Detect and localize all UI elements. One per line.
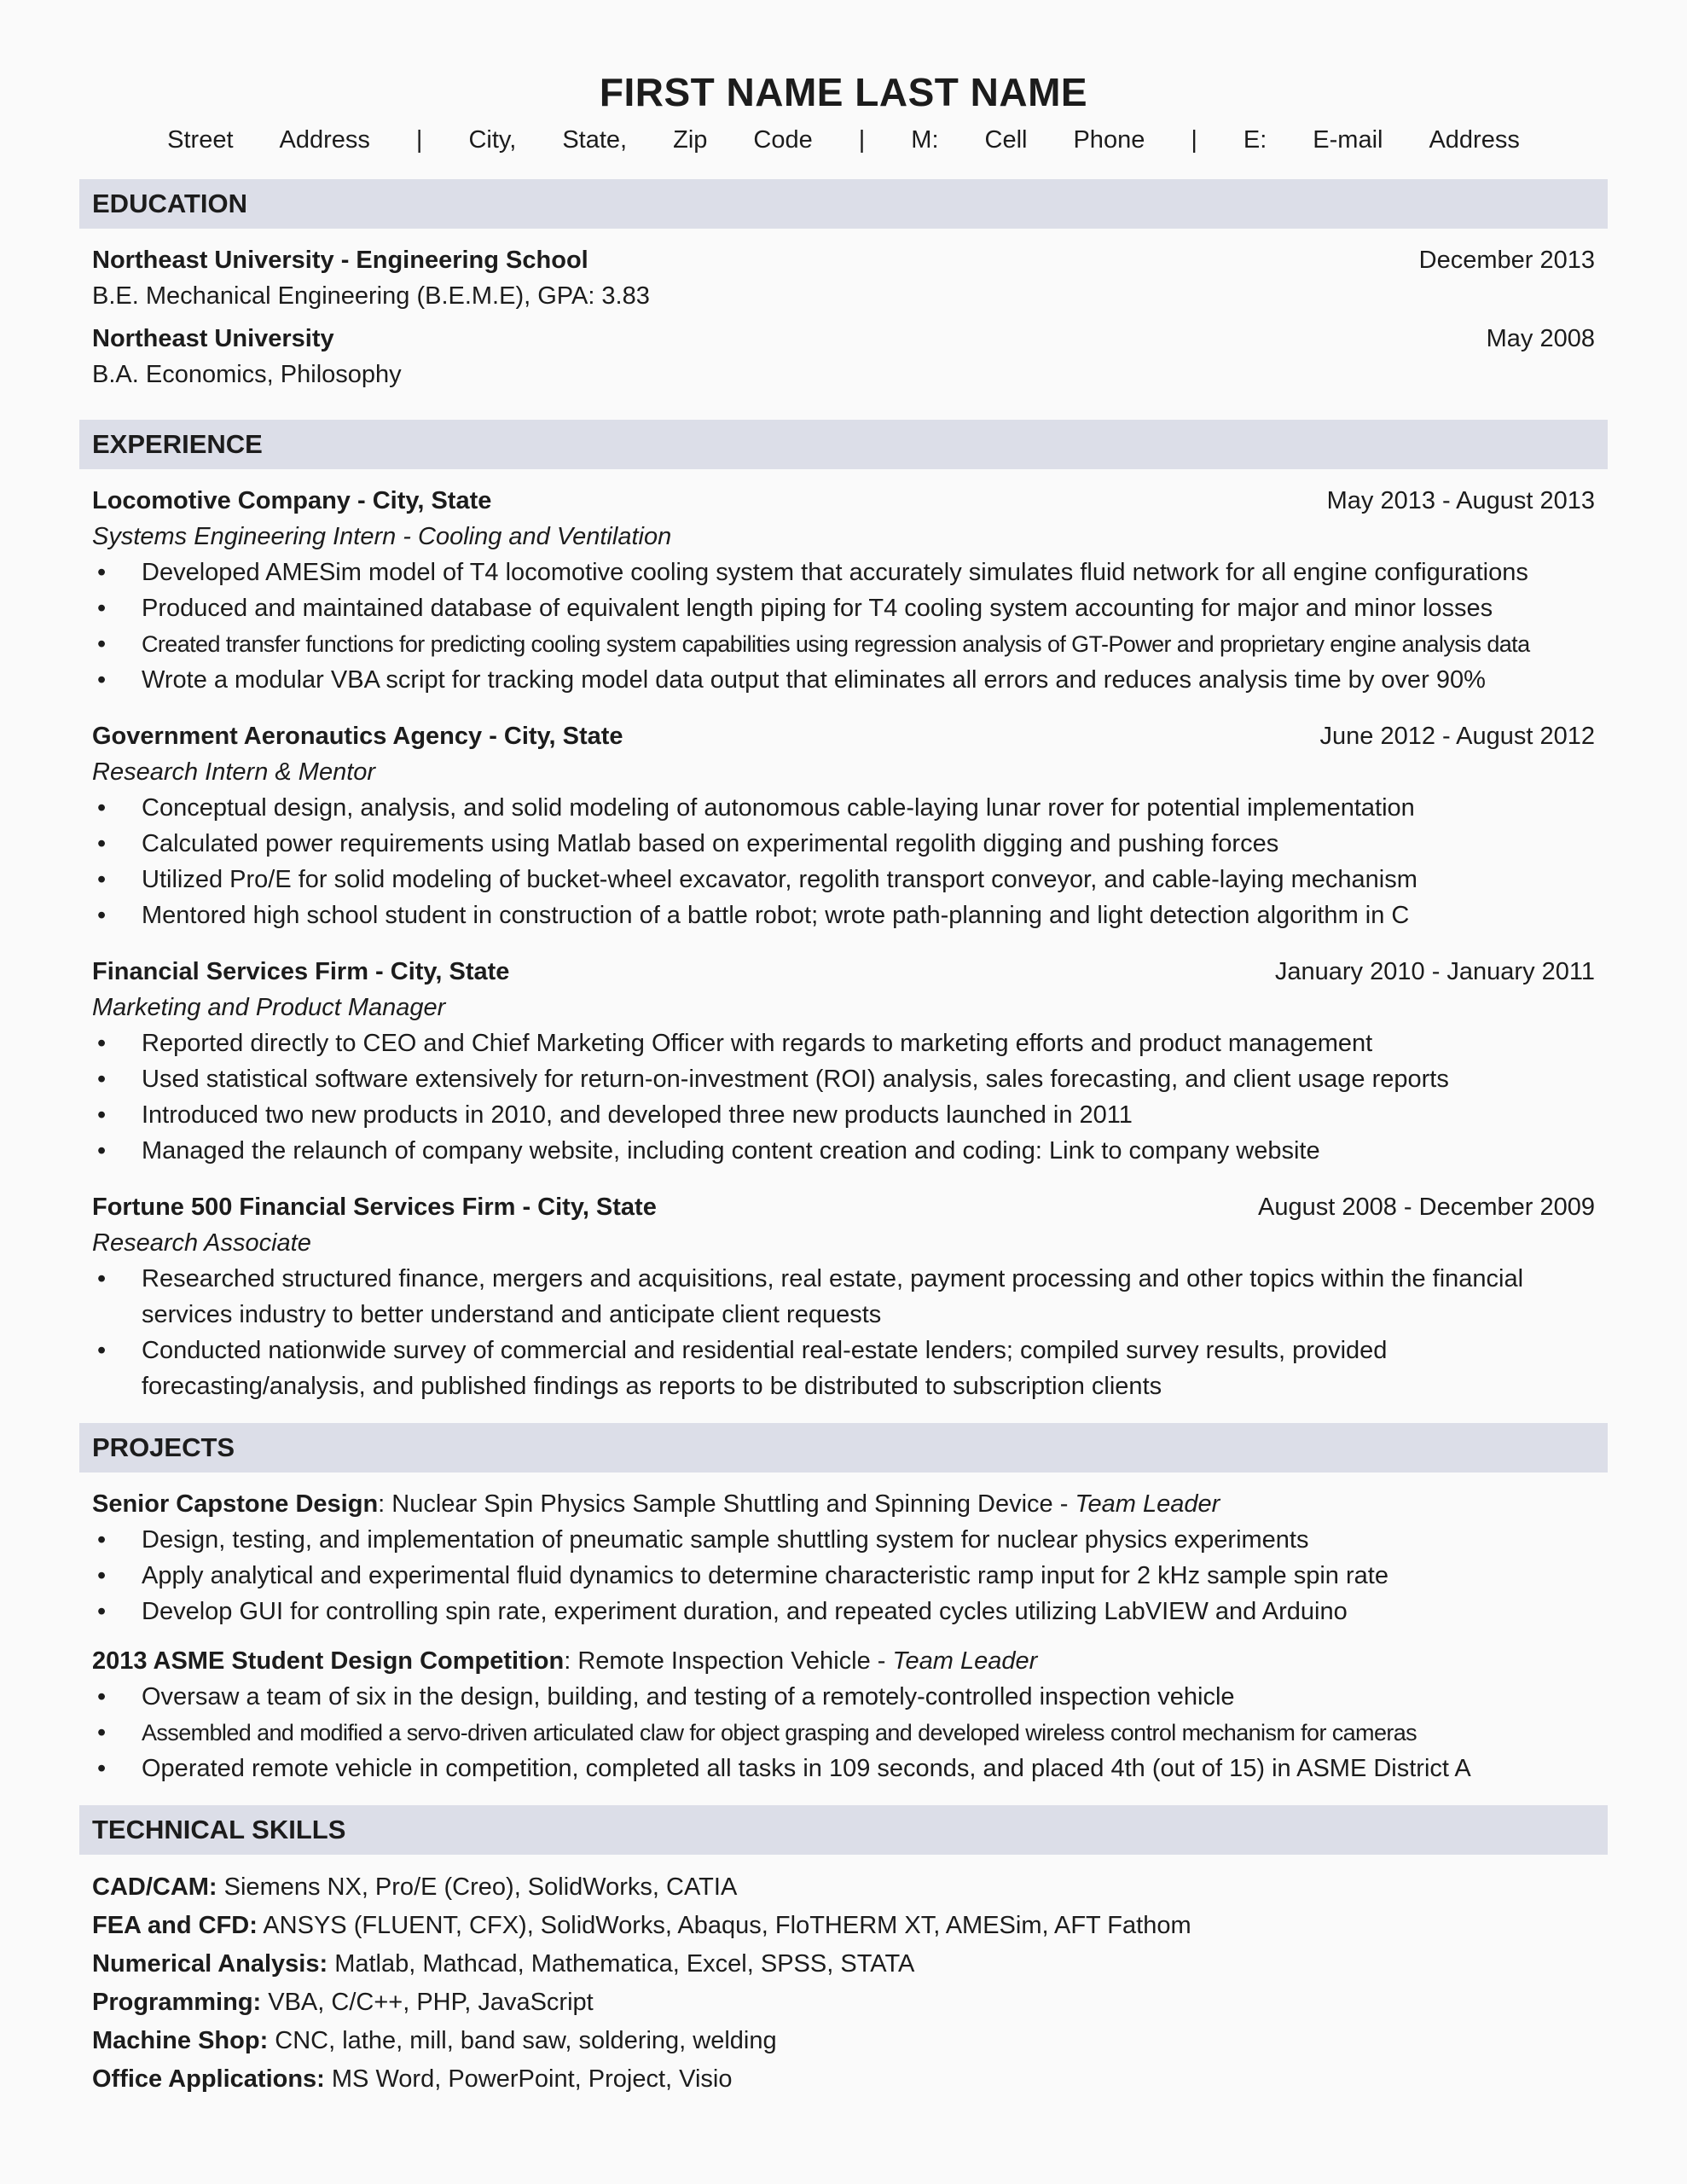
skill-value: Siemens NX, Pro/E (Creo), SolidWorks, CATIA	[217, 1873, 738, 1901]
contact-part: M:	[911, 126, 939, 154]
resume-page	[79, 68, 1608, 2099]
bullet-item: • Conducted nationwide survey of commercial and residential real-estate lenders; compiled survey results, provided forecasting/analysis, and published findings as reports to be distributed to subscription clients	[92, 1333, 1595, 1404]
bullet-item: • Operated remote vehicle in competition, completed all tasks in 109 seconds, and placed 4th (out of 15) in ASME District A	[92, 1751, 1595, 1786]
bullet-item: • Wrote a modular VBA script for tracking model data output that eliminates all errors and reduces analysis time by over 90%	[92, 662, 1595, 698]
section-heading-experience: EXPERIENCE	[79, 420, 1608, 469]
section-heading-technical-skills: TECHNICAL SKILLS	[79, 1805, 1608, 1855]
project-desc: : Remote Inspection Vehicle -	[564, 1647, 893, 1675]
project-head	[79, 1486, 1608, 1522]
skill-value: ANSYS (FLUENT, CFX), SolidWorks, Abaqus, FloTHERM XT, AMESim, AFT Fathom	[257, 1912, 1191, 1939]
bullet-item: • Assembled and modified a servo-driven articulated claw for object grasping and developed wireless control mechanism for cameras	[92, 1715, 1595, 1751]
job-role: Marketing and Product Manager	[92, 994, 446, 1021]
education-date: December 2013	[1418, 247, 1595, 274]
skill-value: Matlab, Mathcad, Mathematica, Excel, SPSS, STATA	[328, 1950, 915, 1978]
contact-separator: |	[1191, 126, 1197, 154]
project-role: Team Leader	[892, 1647, 1038, 1675]
contact-part: Zip	[673, 126, 708, 154]
education-entry-head	[79, 321, 1608, 357]
bullet-item: • Mentored high school student in construction of a battle robot; wrote path-planning and light detection algorithm in C	[92, 897, 1595, 933]
project-entry	[79, 1643, 1608, 1786]
skill-row	[79, 1868, 1608, 1907]
education-entry-head	[79, 242, 1608, 278]
bullet-item: • Researched structured finance, mergers and acquisitions, real estate, payment processing and other topics within the financial services industry to better understand and anticipate client requests	[92, 1261, 1595, 1333]
job-role: Research Associate	[92, 1229, 311, 1257]
candidate-name: FIRST NAME LAST NAME	[599, 70, 1088, 114]
project-desc: : Nuclear Spin Physics Sample Shuttling and Spinning Device -	[378, 1490, 1075, 1518]
job-date: June 2012 - August 2012	[1319, 723, 1595, 750]
contact-part: City,	[468, 126, 517, 154]
job-entry	[79, 1189, 1608, 1404]
bullet-item: • Oversaw a team of six in the design, building, and testing of a remotely-controlled inspection vehicle	[92, 1679, 1595, 1715]
job-org: Fortune 500 Financial Services Firm - City, State	[92, 1194, 657, 1221]
school-name: Northeast University	[92, 325, 334, 352]
contact-part: State,	[562, 126, 628, 154]
bullet-item: • Design, testing, and implementation of pneumatic sample shuttling system for nuclear physics experiments	[92, 1522, 1595, 1558]
bullet-item: • Produced and maintained database of equivalent length piping for T4 cooling system accounting for major and minor losses	[92, 590, 1595, 626]
job-org: Locomotive Company - City, State	[92, 487, 492, 514]
bullet-item: • Utilized Pro/E for solid modeling of bucket-wheel excavator, regolith transport conveyor, and cable-laying mechanism	[92, 862, 1595, 897]
skill-label: FEA and CFD:	[92, 1912, 258, 1939]
contact-separator: |	[415, 126, 423, 154]
contact-part: Street	[167, 126, 234, 154]
job-head	[79, 1189, 1608, 1225]
bullet-item: • Created transfer functions for predicting cooling system capabilities using regression analysis of GT-Power and proprietary engine analysis data	[92, 626, 1595, 662]
job-role: Research Intern & Mentor	[92, 758, 376, 786]
project-head	[79, 1643, 1608, 1679]
skill-label: Programming:	[92, 1989, 262, 2016]
contact-separator: |	[858, 126, 866, 154]
section-heading-education: EDUCATION	[79, 179, 1608, 229]
job-date: May 2013 - August 2013	[1326, 487, 1595, 514]
contact-part: E:	[1243, 126, 1267, 154]
skill-label: Office Applications:	[92, 2065, 325, 2093]
skill-row	[79, 2060, 1608, 2099]
project-role: Team Leader	[1075, 1490, 1220, 1518]
job-date: January 2010 - January 2011	[1274, 958, 1595, 985]
bullet-item: • Developed AMESim model of T4 locomotive cooling system that accurately simulates fluid network for all engine configurations	[92, 555, 1595, 590]
skill-label: CAD/CAM:	[92, 1873, 217, 1901]
skill-value: VBA, C/C++, PHP, JavaScript	[261, 1989, 594, 2016]
project-name: 2013 ASME Student Design Competition	[92, 1647, 565, 1675]
bullet-item: • Introduced two new products in 2010, and developed three new products launched in 2011	[92, 1097, 1595, 1133]
skill-label: Machine Shop:	[92, 2027, 269, 2054]
bullet-item: • Managed the relaunch of company website, including content creation and coding: Link to company website	[92, 1133, 1595, 1169]
bullet-item: • Calculated power requirements using Matlab based on experimental regolith digging and pushing forces	[92, 826, 1595, 862]
job-head	[79, 483, 1608, 519]
contact-part: Phone	[1073, 126, 1145, 154]
contact-part: E-mail	[1313, 126, 1383, 154]
job-role: Systems Engineering Intern - Cooling and Ventilation	[92, 523, 672, 550]
contact-part: Address	[279, 126, 370, 154]
job-bullets	[79, 1261, 1608, 1404]
job-bullets	[79, 1025, 1608, 1169]
project-bullets	[79, 1522, 1608, 1629]
job-date: August 2008 - December 2009	[1258, 1194, 1595, 1221]
section-heading-projects: PROJECTS	[79, 1423, 1608, 1472]
bullet-item: • Used statistical software extensively for return-on-investment (ROI) analysis, sales forecasting, and client usage reports	[92, 1061, 1595, 1097]
bullet-item: • Reported directly to CEO and Chief Marketing Officer with regards to marketing efforts and product management	[92, 1025, 1595, 1061]
skill-value: MS Word, PowerPoint, Project, Visio	[324, 2065, 733, 2093]
job-bullets	[79, 790, 1608, 933]
bullet-item: • Develop GUI for controlling spin rate, experiment duration, and repeated cycles utilizing LabVIEW and Arduino	[92, 1594, 1595, 1629]
project-entry	[79, 1486, 1608, 1629]
job-head	[79, 718, 1608, 754]
contact-part: Code	[753, 126, 813, 154]
job-org: Financial Services Firm - City, State	[92, 958, 510, 985]
job-org: Government Aeronautics Agency - City, State	[92, 723, 623, 750]
degree-line: B.E. Mechanical Engineering (B.E.M.E), GPA: 3.83	[92, 282, 650, 310]
education-date: May 2008	[1486, 325, 1595, 352]
job-head	[79, 954, 1608, 990]
job-bullets	[79, 555, 1608, 698]
job-entry	[79, 483, 1608, 698]
skill-label: Numerical Analysis:	[92, 1950, 328, 1978]
bullet-item: • Apply analytical and experimental fluid dynamics to determine characteristic ramp input for 2 kHz sample spin rate	[92, 1558, 1595, 1594]
degree-line: B.A. Economics, Philosophy	[92, 361, 402, 388]
job-entry	[79, 718, 1608, 933]
skill-value: CNC, lathe, mill, band saw, soldering, welding	[268, 2027, 777, 2054]
skill-row	[79, 1907, 1608, 1945]
job-entry	[79, 954, 1608, 1169]
school-name: Northeast University - Engineering School	[92, 247, 588, 274]
project-bullets	[79, 1679, 1608, 1786]
contact-part: Cell	[984, 126, 1028, 154]
skill-row	[79, 1984, 1608, 2022]
skill-row	[79, 2022, 1608, 2060]
skill-row	[79, 1945, 1608, 1984]
contact-part: Address	[1429, 126, 1520, 154]
contact-line	[79, 123, 1608, 157]
project-name: Senior Capstone Design	[92, 1490, 379, 1518]
bullet-item: • Conceptual design, analysis, and solid modeling of autonomous cable-laying lunar rover for potential implementation	[92, 790, 1595, 826]
